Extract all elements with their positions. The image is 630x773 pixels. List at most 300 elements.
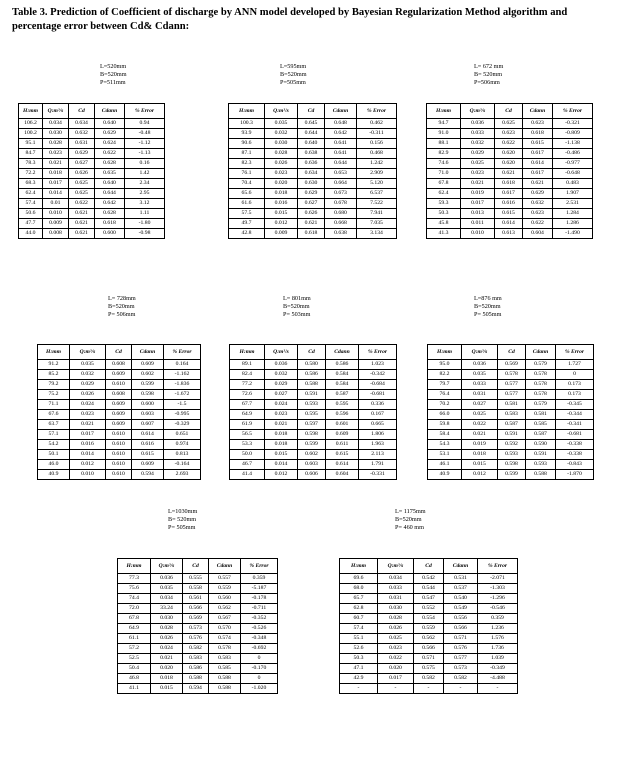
table-cell: -0.486 [553, 149, 593, 159]
table-cell: 70.4 [229, 179, 265, 189]
table-cell: 0.571 [414, 654, 444, 664]
parameter-line: L= 801mm [283, 295, 311, 302]
table-cell: 0.584 [326, 370, 359, 380]
table-row [428, 430, 594, 440]
table-cell: 0.567 [209, 614, 241, 624]
table-row [38, 410, 201, 420]
column-header: Cdann [95, 104, 125, 119]
table-cell: 0.668 [325, 219, 357, 229]
table-row [340, 604, 518, 614]
table-cell: 85.2 [38, 370, 70, 380]
table-cell: 57.1 [38, 430, 70, 440]
table-cell: 0.621 [495, 169, 523, 179]
table-cell: 0.030 [151, 614, 183, 624]
table-cell: 0.036 [151, 574, 183, 584]
table-cell: 41.3 [427, 229, 461, 239]
table-row [230, 420, 397, 430]
column-header: Q:m³/s [265, 104, 298, 119]
table-row [230, 370, 397, 380]
table-cell: 65.6 [229, 189, 265, 199]
table-cell: 0.585 [209, 664, 241, 674]
table-cell: - [478, 684, 518, 694]
table-cell: -0.684 [359, 380, 397, 390]
table-cell: 0.599 [298, 440, 326, 450]
table-cell: 68.3 [19, 179, 43, 189]
table-cell: -1.138 [553, 139, 593, 149]
table-cell: 0.599 [498, 470, 526, 480]
table-cell: 0.015 [462, 460, 498, 470]
table-cell: -0.48 [125, 129, 165, 139]
table-cell: 0.618 [95, 219, 125, 229]
table-cell: 1.242 [357, 159, 397, 169]
table-cell: 0.614 [523, 159, 553, 169]
table-cell: 61.6 [229, 199, 265, 209]
table-row [428, 460, 594, 470]
table-cell: 0.587 [326, 390, 359, 400]
table-cell: 0.629 [523, 189, 553, 199]
table-cell: 0.600 [95, 229, 125, 239]
parameter-line: B=520mm [100, 71, 127, 78]
table-cell: 0.020 [378, 664, 414, 674]
table-cell: 0.580 [298, 360, 326, 370]
table-cell: 91.0 [427, 129, 461, 139]
table-cell: 0.023 [43, 149, 69, 159]
table-cell: -0.341 [556, 420, 594, 430]
table-cell: 0.173 [556, 390, 594, 400]
table-cell: -1.296 [478, 594, 518, 604]
table-cell: 0.028 [265, 149, 298, 159]
parameter-line: P=505mm [280, 79, 306, 86]
table-row [19, 149, 165, 159]
column-header: Cdann [444, 559, 478, 574]
table-cell: 0.009 [43, 219, 69, 229]
table-cell: 0.035 [151, 584, 183, 594]
table-cell: 0.557 [209, 574, 241, 584]
table-cell: 0.620 [495, 159, 523, 169]
table-cell: 0.573 [183, 624, 209, 634]
table-cell: 0.012 [265, 219, 298, 229]
table-row [427, 159, 593, 169]
table-cell: 57.2 [118, 644, 151, 654]
table-cell: 0.626 [69, 169, 95, 179]
table-parameters [108, 295, 136, 319]
table-row [230, 430, 397, 440]
table-cell: 0.030 [378, 604, 414, 614]
header-row [38, 345, 201, 360]
table-cell: 0.566 [414, 644, 444, 654]
table-cell: 0.537 [444, 584, 478, 594]
table-cell: 0.615 [495, 209, 523, 219]
table-cell: 0.569 [498, 360, 526, 370]
table-cell: 67.7 [230, 400, 265, 410]
table-cell: 0.629 [69, 149, 95, 159]
table-cell: 0.032 [70, 370, 106, 380]
table-cell: 0.013 [461, 209, 495, 219]
table-cell: 5.120 [357, 179, 397, 189]
table-cell: 0.566 [183, 604, 209, 614]
table-cell: 0.609 [106, 370, 132, 380]
table-row [428, 370, 594, 380]
table-cell: 71.1 [38, 400, 70, 410]
table-cell: 0.024 [151, 644, 183, 654]
table-cell: 72.0 [118, 604, 151, 614]
table-row [230, 380, 397, 390]
table-cell: 82.3 [229, 159, 265, 169]
table-parameters [283, 295, 311, 319]
table-cell: 0.024 [70, 400, 106, 410]
table-cell: 89.1 [230, 360, 265, 370]
table-cell: -0.843 [556, 460, 594, 470]
table-cell: 50.6 [19, 209, 43, 219]
table-cell: 0.029 [70, 380, 106, 390]
table-row [427, 209, 593, 219]
table-cell: 2.693 [164, 470, 201, 480]
table-cell: 0.562 [209, 604, 241, 614]
table-cell: 0.634 [69, 119, 95, 129]
table-cell: 0.01 [43, 199, 69, 209]
table-cell: 1.236 [478, 624, 518, 634]
table-row [427, 119, 593, 129]
table-cell: 46.8 [118, 674, 151, 684]
table-row [427, 129, 593, 139]
table-cell: 91.2 [38, 360, 70, 370]
table-cell: 0.020 [151, 664, 183, 674]
parameter-line: B=520mm [283, 303, 310, 310]
table-cell: 0.030 [265, 139, 298, 149]
table-cell: 70.2 [428, 400, 462, 410]
table-cell: 0.029 [461, 149, 495, 159]
table-cell: - [444, 684, 478, 694]
table-cell: 1.11 [125, 209, 165, 219]
parameter-line: P= 506mm [108, 311, 136, 318]
table-cell: 0.034 [378, 574, 414, 584]
table-cell: 0.581 [498, 400, 526, 410]
table-parameters [474, 295, 502, 319]
table-cell: -1.162 [164, 370, 201, 380]
column-header: Cd [298, 104, 325, 119]
table-cell: 7.522 [357, 199, 397, 209]
table-cell: 0.642 [325, 129, 357, 139]
table-cell: 2.95 [125, 189, 165, 199]
table-cell: 1.576 [478, 634, 518, 644]
table-cell: 0.008 [43, 229, 69, 239]
parameter-line: B= 520mm [168, 516, 197, 523]
table-cell: 0.031 [462, 390, 498, 400]
table-cell: 88.1 [427, 139, 461, 149]
table-cell: 0.009 [265, 229, 298, 239]
data-table [228, 103, 397, 239]
table-cell: 0.610 [106, 430, 132, 440]
table-cell: 0.547 [414, 594, 444, 604]
table-cell: 67.6 [38, 410, 70, 420]
table-row [230, 360, 397, 370]
table-cell: 2.909 [357, 169, 397, 179]
table-row [38, 390, 201, 400]
table-cell: 0.94 [125, 119, 165, 129]
column-header: Cdann [132, 345, 164, 360]
table-cell: 93.9 [229, 129, 265, 139]
table-cell: 94.7 [427, 119, 461, 129]
table-cell: 0.588 [298, 380, 326, 390]
table-cell: 0.468 [357, 149, 397, 159]
table-parameters [168, 508, 197, 532]
table-cell: 0.609 [132, 360, 164, 370]
table-cell: 61.9 [230, 420, 265, 430]
table-row [428, 390, 594, 400]
table-cell: 0.597 [298, 420, 326, 430]
table-cell: -0.342 [359, 370, 397, 380]
table-cell: 0.462 [357, 119, 397, 129]
table-cell: 0.607 [132, 420, 164, 430]
table-cell: 0.624 [95, 139, 125, 149]
table-row [19, 129, 165, 139]
table-cell: 3.12 [125, 199, 165, 209]
table-cell: 0.598 [298, 430, 326, 440]
table-cell: 82.4 [230, 370, 265, 380]
table-cell: 0.635 [95, 169, 125, 179]
table-cell: -0.338 [556, 440, 594, 450]
table-cell: 50.3 [427, 209, 461, 219]
table-cell: 0.026 [265, 159, 298, 169]
table-cell: 0.617 [495, 189, 523, 199]
table-cell: 0.018 [151, 674, 183, 684]
table-cell: 0.588 [183, 674, 209, 684]
table-cell: 0.010 [43, 209, 69, 219]
table-cell: -0.352 [241, 614, 278, 624]
table-row [118, 614, 278, 624]
table-cell: - [340, 684, 378, 694]
table-cell: 0.622 [495, 139, 523, 149]
table-cell: 0.623 [523, 209, 553, 219]
table-cell: 0.542 [414, 574, 444, 584]
table-cell: 0.336 [359, 400, 397, 410]
table-cell: 62.4 [427, 189, 461, 199]
table-cell: 0.628 [95, 159, 125, 169]
table-cell: 0.638 [325, 229, 357, 239]
table-row [38, 400, 201, 410]
table-row [428, 400, 594, 410]
table-cell: -1.13 [125, 149, 165, 159]
table-cell: 0.588 [209, 684, 241, 694]
column-header: H:mm [428, 345, 462, 360]
table-row [340, 624, 518, 634]
table-cell: 0.585 [526, 420, 556, 430]
table-cell: 66.0 [428, 410, 462, 420]
table-cell: 50.3 [340, 654, 378, 664]
table-cell: 0.651 [164, 430, 201, 440]
table-row [229, 209, 397, 219]
table-cell: 0.622 [523, 219, 553, 229]
column-header: Q:m³/s [43, 104, 69, 119]
table-cell: -1.870 [556, 470, 594, 480]
table-row [428, 420, 594, 430]
table-cell: -0.164 [164, 460, 201, 470]
table-cell: 55.1 [340, 634, 378, 644]
table-cell: 0.621 [298, 219, 325, 229]
column-header: Cdann [523, 104, 553, 119]
table-row [118, 574, 278, 584]
table-cell: 0.012 [462, 470, 498, 480]
table-cell: -0.344 [556, 410, 594, 420]
table-cell: 0.664 [325, 179, 357, 189]
table-cell: 44.0 [19, 229, 43, 239]
table-cell: 0.167 [359, 410, 397, 420]
table-cell: 0.592 [498, 440, 526, 450]
table-cell: 0.609 [106, 410, 132, 420]
table-cell: 87.1 [229, 149, 265, 159]
table-cell: 0.644 [298, 129, 325, 139]
table-cell: 64.9 [118, 624, 151, 634]
table-cell: -0.321 [553, 119, 593, 129]
table-cell: -0.348 [241, 634, 278, 644]
table-cell: 0.566 [444, 624, 478, 634]
table-cell: 0.610 [106, 460, 132, 470]
table-title: Table 3. Prediction of Coefficient of discharge by ANN model developed by Bayesian Regularization Method algorithm and percentage error between Cd& Cdann: [12, 7, 568, 32]
parameter-line: P= 460 mm [395, 524, 424, 531]
table-cell: 0.483 [553, 179, 593, 189]
table-cell: 0.609 [106, 420, 132, 430]
column-header: Q:m³/s [265, 345, 298, 360]
table-cell: 47.7 [19, 219, 43, 229]
table-cell: 0.602 [132, 370, 164, 380]
table-cell: 0.641 [325, 139, 357, 149]
table-cell: 0.021 [70, 420, 106, 430]
table-cell: 0.035 [70, 360, 106, 370]
table-cell: 0.974 [164, 440, 201, 450]
table-cell: 0.618 [298, 229, 325, 239]
table-cell: 53.1 [428, 450, 462, 460]
table-cell: 0.010 [70, 470, 106, 480]
table-cell: -0.338 [556, 450, 594, 460]
column-header: % Error [125, 104, 165, 119]
table-row [427, 219, 593, 229]
table-row [19, 229, 165, 239]
table-row [428, 380, 594, 390]
table-row [118, 644, 278, 654]
table-cell: 0.569 [183, 614, 209, 624]
parameter-line: L=520mm [100, 63, 127, 70]
table-cell: 76.4 [428, 390, 462, 400]
table-cell: 0.023 [265, 169, 298, 179]
table-cell: 7.035 [357, 219, 397, 229]
table-row [118, 684, 278, 694]
table-cell: 95.0 [428, 360, 462, 370]
table-cell: 77.2 [230, 380, 265, 390]
table-cell: 0.609 [326, 430, 359, 440]
table-cell: -4.488 [478, 674, 518, 684]
table-cell: -2.071 [478, 574, 518, 584]
table-row [230, 450, 397, 460]
table-cell: 0.604 [523, 229, 553, 239]
table-cell: 57.4 [340, 624, 378, 634]
table-cell: 0.591 [498, 430, 526, 440]
table-cell: 0.615 [132, 450, 164, 460]
table-cell: 52.6 [340, 644, 378, 654]
column-header: H:mm [229, 104, 265, 119]
table-cell: 0.623 [523, 119, 553, 129]
table-cell: 0.623 [495, 129, 523, 139]
table-cell: 0.018 [265, 430, 298, 440]
table-row [229, 159, 397, 169]
table-cell: 0.021 [43, 159, 69, 169]
table-cell: 0.632 [69, 129, 95, 139]
table-cell: 72.6 [230, 390, 265, 400]
table-cell: 0.012 [265, 470, 298, 480]
table-cell: 0.017 [43, 179, 69, 189]
table-cell: 0.601 [326, 420, 359, 430]
table-cell: 57.4 [19, 199, 43, 209]
table-cell: 0.610 [106, 450, 132, 460]
table-cell: 75.6 [118, 584, 151, 594]
table-cell: 0.026 [151, 634, 183, 644]
table-row [340, 614, 518, 624]
table-cell: 40.9 [38, 470, 70, 480]
data-table [18, 103, 165, 239]
table-cell: 0.590 [526, 440, 556, 450]
table-parameters [395, 508, 426, 532]
table-cell: 0.025 [378, 634, 414, 644]
table-cell: 0.034 [151, 594, 183, 604]
table-cell: 0.029 [265, 380, 298, 390]
parameter-line: L= 1175mm [395, 508, 426, 515]
table-cell: -0.311 [357, 129, 397, 139]
table-cell: 62.8 [340, 604, 378, 614]
table-cell: 0.591 [298, 390, 326, 400]
table-cell: 1.284 [553, 209, 593, 219]
table-row [38, 360, 201, 370]
table-cell: 59.8 [428, 420, 462, 430]
parameter-line: B= 520mm [474, 71, 503, 78]
table-cell: 0.587 [526, 430, 556, 440]
table-cell: -0.526 [241, 624, 278, 634]
table-cell: 42.8 [229, 229, 265, 239]
table-cell: 0.614 [495, 219, 523, 229]
table-cell: 0.628 [95, 209, 125, 219]
table-cell: 58.4 [428, 430, 462, 440]
table-cell: 0.028 [43, 139, 69, 149]
table-cell: 100.3 [229, 119, 265, 129]
column-header: % Error [556, 345, 594, 360]
table-cell: 0.634 [298, 169, 325, 179]
column-header: Cd [106, 345, 132, 360]
table-cell: 0.595 [326, 400, 359, 410]
table-cell: 0.578 [526, 380, 556, 390]
table-cell: 79.2 [38, 380, 70, 390]
table-row [118, 584, 278, 594]
table-cell: 0.555 [183, 574, 209, 584]
table-cell: -0.809 [553, 129, 593, 139]
table-cell: 0.626 [298, 209, 325, 219]
table-cell: 0.019 [461, 189, 495, 199]
data-table [117, 558, 278, 694]
table-cell: 0.575 [414, 664, 444, 674]
table-cell: 0.813 [164, 450, 201, 460]
table-cell: 0.595 [298, 410, 326, 420]
table-cell: 0.617 [523, 169, 553, 179]
table-row [19, 189, 165, 199]
table-row [427, 229, 593, 239]
table-cell: 0.627 [298, 199, 325, 209]
table-cell: 0.583 [498, 410, 526, 420]
table-cell: 0.023 [461, 169, 495, 179]
table-cell: -1.672 [164, 390, 201, 400]
table-cell: 74.6 [427, 159, 461, 169]
table-cell: 106.2 [19, 119, 43, 129]
table-row [428, 410, 594, 420]
table-cell: 90.6 [229, 139, 265, 149]
table-cell: 60.7 [340, 614, 378, 624]
parameter-line: L=1030mm [168, 508, 198, 515]
